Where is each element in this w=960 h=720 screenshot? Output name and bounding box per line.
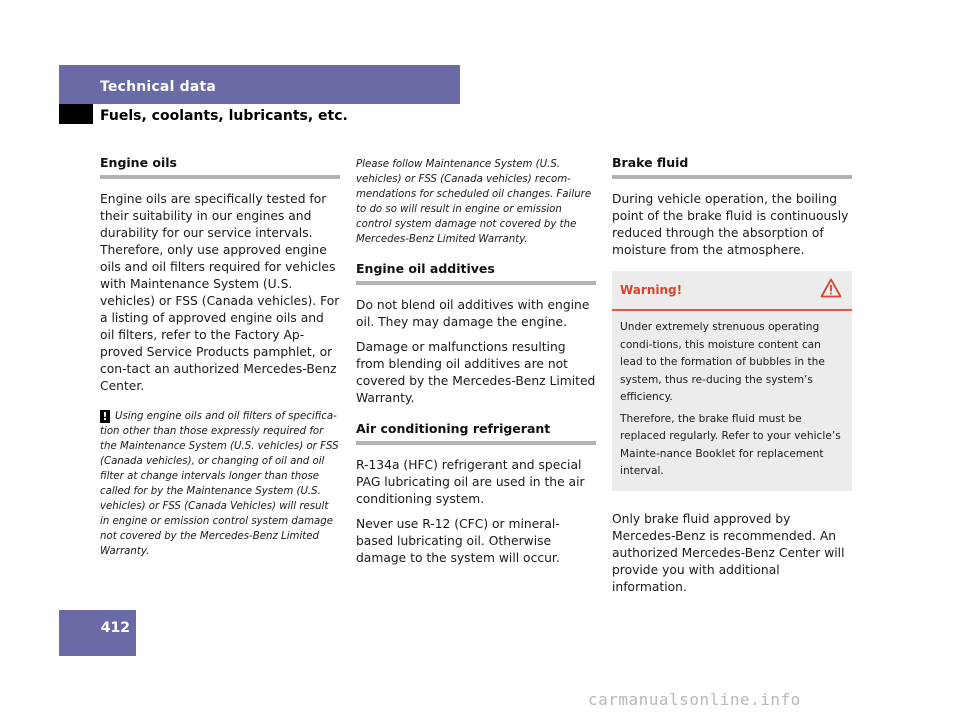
- warning-text-2: Therefore, the brake fluid must be replaced regularly. Refer to your vehicle’s Mainte-nance Booklet for replacement interval.: [620, 412, 841, 477]
- heading-brake-fluid: Brake fluid: [612, 155, 852, 179]
- heading-ac-refrigerant: Air conditioning refrigerant: [356, 421, 596, 445]
- heading-engine-oils: Engine oils: [100, 155, 340, 179]
- refrigerant-text-2: Never use R-12 (CFC) or mineral-based lubricating oil. Otherwise damage to the system will occur.: [356, 517, 560, 565]
- warning-body: [612, 311, 852, 491]
- exclamation-icon: !: [100, 410, 110, 423]
- maintenance-note: Please follow Maintenance System (U.S. vehicles) or FSS (Canada vehicles) recom-mendations for scheduled oil changes. Failure to do so will result in engine or emission control system damage not covered by the Mercedes-Benz Limited Warranty.: [356, 159, 592, 245]
- watermark: carmanualsonline.info: [588, 690, 801, 709]
- engine-oils-text: Engine oils are specifically tested for their suitability in our engines and durability for our service intervals. Therefore, only use approved engine oils and oil filters required for vehicles with Maintenance System (U.S. vehicles) or FSS (Canada vehicles). For a listing of approved engine oils and oil filters, refer to the Factory Ap-proved Service Products pamphlet, or con-tact an authorized Mercedes-Benz Center.: [100, 192, 340, 393]
- column-brake-fluid: [612, 155, 852, 604]
- engine-oils-note: [100, 409, 340, 559]
- heading-engine-oil-additives: Engine oil additives: [356, 261, 596, 285]
- warning-header: [612, 271, 852, 311]
- page-number: 412: [100, 620, 130, 636]
- column-additives: [356, 155, 596, 575]
- brake-fluid-text-1: During vehicle operation, the boiling point of the brake fluid is continuously reduced through the absorption of moisture from the atmosphere.: [612, 192, 849, 257]
- additives-text-1: Do not blend oil additives with engine oil. They may damage the engine.: [356, 298, 590, 329]
- section-subtitle: Fuels, coolants, lubricants, etc.: [100, 108, 348, 124]
- column-engine-oils: [100, 155, 340, 573]
- refrigerant-text-1: R-134a (HFC) refrigerant and special PAG lubricating oil are used in the air conditioning system.: [356, 458, 585, 506]
- engine-oils-note-text: Using engine oils and oil filters of specifica-tion other than those expressly required for the Maintenance System (U.S. vehicles) or FSS (Canada vehicles), or changing of oil and oil filter at change intervals longer than those called for by the Maintenance System (U.S. vehicles) or FSS (Canada Vehicles) will result in engine or emission control system damage not covered by the Mercedes-Benz Limited Warranty.: [100, 411, 339, 557]
- section-title: Technical data: [100, 79, 217, 95]
- warning-title: Warning!: [620, 283, 683, 297]
- warning-text-1: Under extremely strenuous operating condi-tions, this moisture content can lead to the formation of bubbles in the system, thus re-ducing the system’s efficiency.: [620, 321, 825, 403]
- warning-triangle-icon: [820, 278, 842, 302]
- warning-box: [612, 271, 852, 491]
- additives-text-2: Damage or malfunctions resulting from blending oil additives are not covered by the Mercedes-Benz Limited Warranty.: [356, 340, 596, 405]
- header-marker: [59, 104, 93, 124]
- brake-fluid-text-2: Only brake fluid approved by Mercedes-Benz is recommended. An authorized Mercedes-Benz Center will provide you with additional information.: [612, 511, 845, 594]
